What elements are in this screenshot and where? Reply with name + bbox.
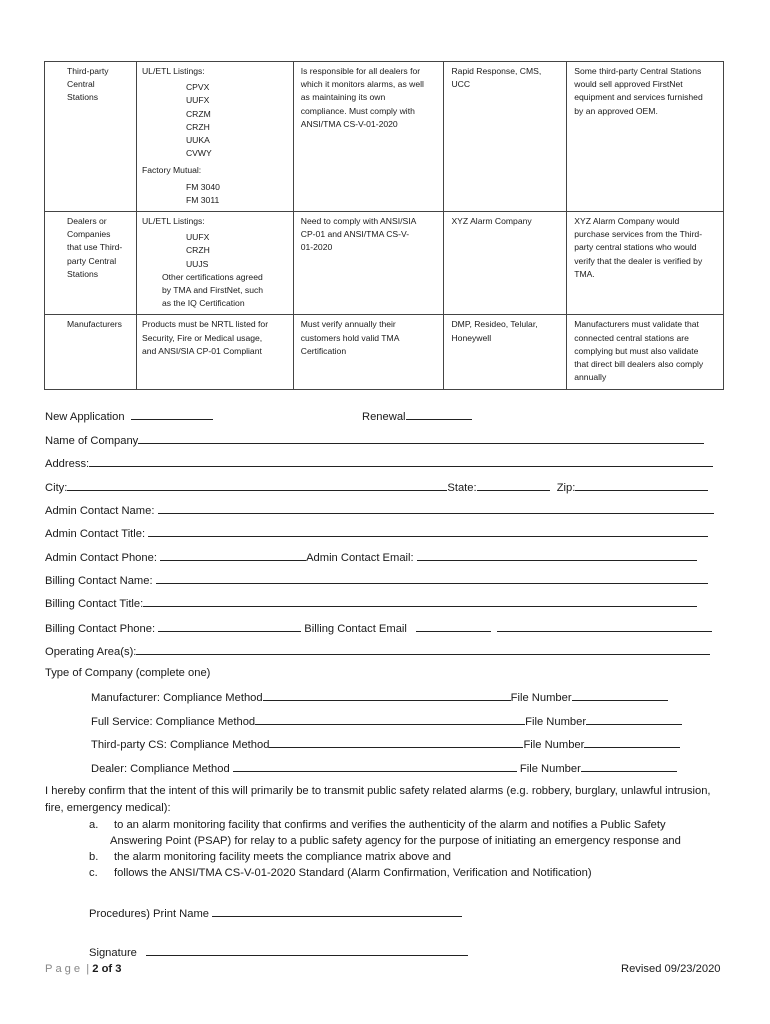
table-row: [45, 315, 724, 390]
cell-line: Honeywell: [451, 332, 492, 343]
zip-field[interactable]: [575, 480, 708, 491]
cell-line: Central: [67, 79, 95, 90]
cell-line: that use Third-: [67, 242, 123, 253]
billing-email-field-extra[interactable]: [497, 621, 712, 632]
admin-email-field[interactable]: [417, 550, 697, 561]
list-item-text: to an alarm monitoring facility that confirms and verifies the authenticity of the alarm and notifies a Public Safety: [114, 819, 666, 831]
company-name-row: [45, 433, 704, 447]
cell-line: Is responsible for all dealers for: [300, 66, 421, 76]
signature-row: [89, 945, 468, 959]
admin-name-row: [45, 503, 714, 517]
list-item-text: the alarm monitoring facility meets the compliance matrix above and: [114, 851, 452, 863]
list-marker: a.: [89, 819, 99, 831]
admin-title-label: Admin Contact Title:: [45, 528, 146, 540]
responsibility-cell: [293, 315, 444, 390]
print-name-row: [89, 906, 462, 920]
admin-phone-email-row: [45, 550, 697, 564]
admin-phone-label: Admin Contact Phone:: [45, 552, 157, 564]
billing-phone-email-row: [45, 621, 712, 635]
city-state-zip-row: [45, 480, 708, 494]
cell-line: Third-party: [67, 66, 109, 76]
type-row-third-party-cs: [91, 737, 680, 751]
type-row-manufacturer: [91, 690, 668, 704]
file-number-label: File Number: [510, 692, 572, 704]
notes-cell: [567, 62, 724, 212]
cell-line: Certification: [300, 345, 347, 356]
examples-cell: [444, 62, 567, 212]
billing-phone-label: Billing Contact Phone:: [45, 623, 156, 635]
compliance-method-field[interactable]: [255, 714, 525, 725]
cell-line: ANSI/TMA CS-V-01-2020: [300, 118, 398, 129]
billing-title-label: Billing Contact Title:: [45, 598, 144, 610]
new-application-label: New Application: [45, 411, 125, 423]
admin-phone-field[interactable]: [160, 550, 306, 561]
notes-cell: [567, 315, 724, 390]
entity-cell: [45, 212, 137, 315]
billing-name-label: Billing Contact Name:: [45, 575, 153, 587]
list-item-text: follows the ANSI/TMA CS-V-01-2020 Standard (Alarm Confirmation, Verification and Notification): [114, 867, 592, 879]
responsibility-cell: [293, 212, 444, 315]
cell-line: Dealers or: [67, 216, 107, 227]
cell-line: TMA.: [574, 268, 595, 279]
revision-date: Revised 09/23/2020: [621, 963, 721, 975]
listing-code: CRZH: [185, 121, 210, 132]
cell-line: verify that the dealer is verified by: [574, 255, 703, 266]
file-number-field[interactable]: [572, 690, 668, 701]
listings-cell: [136, 62, 293, 212]
billing-title-field[interactable]: [143, 596, 697, 607]
notes-cell: [567, 212, 724, 315]
print-name-field[interactable]: [212, 906, 462, 917]
page-label: Page: [45, 963, 84, 975]
fm-code: FM 3011: [185, 194, 220, 205]
state-field[interactable]: [477, 480, 550, 491]
fm-code: FM 3040: [185, 181, 220, 192]
file-number-field[interactable]: [586, 714, 682, 725]
compliance-matrix-table: [44, 61, 724, 390]
page-footer-left: Page | 2 of 3: [45, 963, 122, 975]
cell-line: party central stations who would: [574, 242, 697, 253]
billing-email-field[interactable]: [416, 621, 491, 632]
listing-code: UUFX: [185, 95, 210, 106]
table-row: [45, 62, 724, 212]
type-label: Third-party CS: Compliance Method: [91, 739, 270, 751]
cell-line: Products must be NRTL listed for: [141, 319, 269, 330]
cell-line: DMP, Resideo, Telular,: [451, 319, 538, 330]
listing-code: CVWY: [185, 148, 212, 159]
company-name-label: Name of Company: [45, 435, 139, 447]
listings-title: UL/ETL Listings:: [141, 66, 205, 76]
entity-cell: [45, 62, 137, 212]
cell-line: as maintaining its own: [300, 92, 386, 103]
billing-email-label: Billing Contact Email: [304, 623, 407, 635]
admin-title-row: [45, 526, 708, 540]
listing-code: UUJS: [185, 258, 209, 269]
cell-line: equipment and services furnished: [574, 92, 703, 103]
print-name-label: Procedures) Print Name: [89, 908, 209, 920]
examples-cell: [444, 212, 567, 315]
billing-name-row: [45, 573, 708, 587]
operating-areas-field[interactable]: [136, 644, 710, 655]
compliance-method-field[interactable]: [263, 690, 511, 701]
zip-label: Zip:: [556, 482, 576, 494]
cell-line: Companies: [67, 229, 111, 240]
admin-email-label: Admin Contact Email:: [306, 552, 414, 564]
cell-line: purchase services from the Third-: [574, 229, 703, 240]
list-marker: c.: [89, 867, 98, 879]
admin-title-field[interactable]: [148, 526, 708, 537]
city-field[interactable]: [67, 480, 447, 491]
file-number-label: File Number: [519, 763, 581, 775]
type-label: Dealer: Compliance Method: [91, 763, 230, 775]
listing-code: UUKA: [185, 135, 210, 146]
cell-line: complying but must also validate: [574, 345, 699, 356]
admin-name-label: Admin Contact Name:: [45, 505, 155, 517]
responsibility-cell: [293, 62, 444, 212]
cell-line: and ANSI/SIA CP-01 Compliant: [141, 345, 262, 356]
listing-code: CRZH: [185, 245, 210, 256]
operating-areas-label: Operating Area(s):: [45, 646, 137, 658]
signature-field[interactable]: [146, 945, 468, 956]
compliance-method-field[interactable]: [233, 761, 517, 772]
listing-code: UUFX: [185, 232, 210, 243]
billing-title-row: [45, 596, 697, 610]
cell-line: party Central: [67, 255, 117, 266]
type-row-full-service: [91, 714, 682, 728]
entity-cell: [45, 315, 137, 390]
table-row: [45, 212, 724, 315]
cell-line: would sell approved FirstNet: [574, 79, 683, 90]
cell-line: Rapid Response, CMS,: [451, 66, 542, 76]
list-marker: b.: [89, 851, 99, 863]
billing-name-field[interactable]: [156, 573, 708, 584]
cell-line: customers hold valid TMA: [300, 332, 400, 343]
type-label: Full Service: Compliance Method: [91, 716, 256, 728]
cell-line: Some third-party Central Stations: [574, 66, 702, 76]
cell-line: as the IQ Certification: [161, 298, 245, 309]
cell-line: Other certifications agreed: [161, 271, 263, 282]
signature-label: Signature: [89, 947, 137, 959]
renewal-label: Renewal: [362, 411, 406, 423]
cell-line: UCC: [451, 79, 471, 90]
new-application-field[interactable]: [131, 409, 213, 420]
list-item-text: Answering Point (PSAP) for relay to a public safety agency for the purpose of initiating an emergency response and: [110, 835, 681, 847]
cell-line: Manufacturers must validate that: [574, 319, 699, 330]
type-row-dealer: [91, 761, 677, 775]
admin-name-field[interactable]: [158, 503, 714, 514]
state-label: State:: [447, 482, 477, 494]
cell-line: Security, Fire or Medical usage,: [141, 332, 263, 343]
operating-areas-row: [45, 644, 710, 658]
fm-title: Factory Mutual:: [141, 165, 202, 176]
cell-line: compliance. Must comply with: [300, 105, 415, 116]
page-number: 2 of 3: [92, 963, 122, 975]
cell-line: Stations: [67, 268, 99, 279]
address-row: [45, 456, 713, 470]
cell-line: Manufacturers: [67, 319, 122, 330]
cell-line: which it monitors alarms, as well: [300, 79, 424, 90]
listing-code: CRZM: [185, 108, 211, 119]
cell-line: Need to comply with ANSI/SIA: [300, 216, 417, 227]
cell-line: by an approved OEM.: [574, 105, 658, 116]
renewal-row: [362, 409, 472, 423]
declaration-intro: I hereby confirm that the intent of this will primarily be to transmit public safety related alarms (e.g. robbery, burglary, unlawful intrusion, fire, emergency medical):: [45, 785, 711, 814]
examples-cell: [444, 315, 567, 390]
cell-line: 01-2020: [300, 242, 333, 253]
file-number-field[interactable]: [584, 737, 680, 748]
type-of-company-label: Type of Company (complete one): [45, 667, 211, 679]
address-field[interactable]: [89, 456, 713, 467]
cell-line: connected central stations are: [574, 332, 689, 343]
city-label: City:: [45, 482, 68, 494]
file-number-label: File Number: [525, 716, 587, 728]
renewal-field[interactable]: [406, 409, 472, 420]
cell-line: Stations: [67, 92, 99, 103]
cell-line: by TMA and FirstNet, such: [161, 285, 264, 296]
cell-line: XYZ Alarm Company would: [574, 216, 680, 227]
file-number-label: File Number: [523, 739, 585, 751]
cell-line: CP-01 and ANSI/TMA CS-V-: [300, 229, 410, 240]
listings-title: UL/ETL Listings:: [141, 216, 205, 227]
listing-code: CPVX: [185, 82, 210, 93]
cell-line: annually: [574, 372, 607, 383]
compliance-method-field[interactable]: [269, 737, 523, 748]
file-number-field[interactable]: [581, 761, 677, 772]
company-name-field[interactable]: [138, 433, 704, 444]
cell-line: that direct bill dealers also comply: [574, 359, 704, 370]
address-label: Address:: [45, 458, 90, 470]
type-label: Manufacturer: Compliance Method: [91, 692, 263, 704]
listings-cell: [136, 315, 293, 390]
listings-cell: [136, 212, 293, 315]
new-application-row: [45, 409, 213, 423]
cell-line: XYZ Alarm Company: [451, 216, 532, 227]
billing-phone-field[interactable]: [158, 621, 301, 632]
cell-line: Must verify annually their: [300, 319, 396, 330]
